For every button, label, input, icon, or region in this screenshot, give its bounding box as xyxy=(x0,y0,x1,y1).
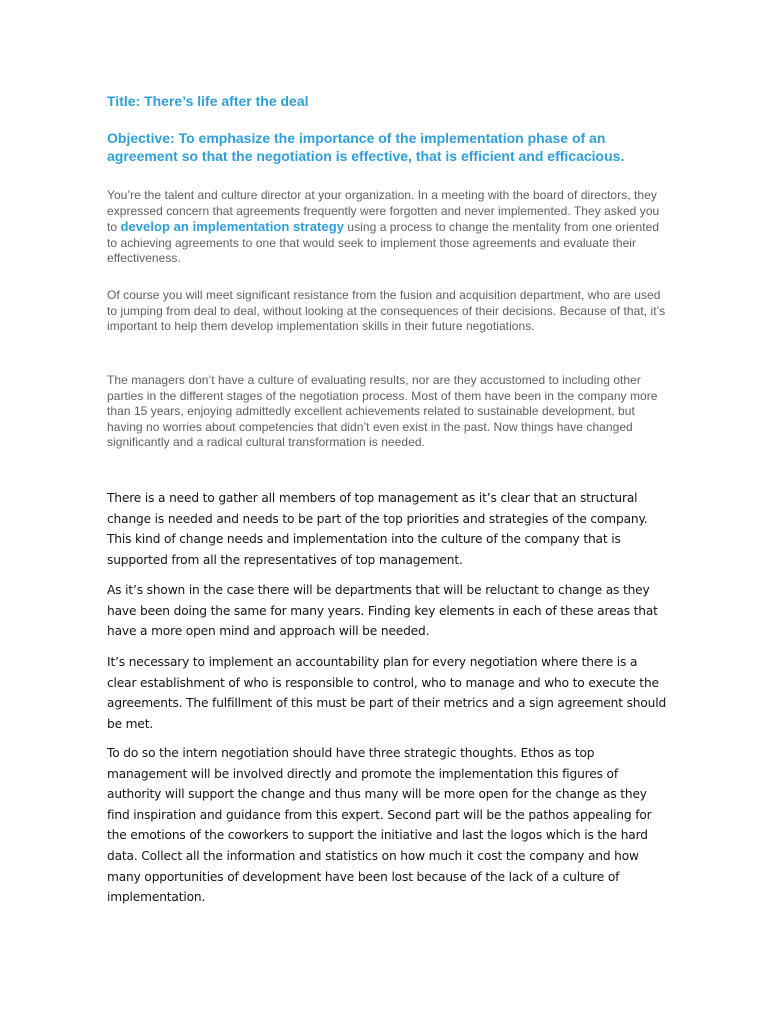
document-title: Title: There’s life after the deal xyxy=(107,93,309,109)
answer-paragraph: It’s necessary to implement an accountability plan for every negotiation where there is a clear establishment of who is responsible to control, who to manage and who to execute the agreements. The fulfillment of this must be part of their metrics and a sign agreement should be met. xyxy=(107,655,667,731)
case-text: You’re the talent and culture director at your organization. In a meeting with the board of directors, they expressed concern that agreements frequently were forgotten and never implemented. They asked you to xyxy=(107,188,660,234)
answer-paragraph: To do so the intern negotiation should have three strategic thoughts. Ethos as top management will be involved directly and promote the implementation this figures of authority will support the change and thus many will be more open for the change as they find inspiration and guidance from this expert. Second part will be the pathos appealing for the emotions of the coworkers to support the initiative and last the logos which is the hard data. Collect all the information and statistics on how much it cost the company and how many opportunities of development have been lost because of the lack of a culture of implementation. xyxy=(107,746,652,905)
case-text: using a process to change the mentality from one oriented to achieving agreements to one that would seek to implement those agreements and evaluate their effectiveness. xyxy=(107,220,660,265)
answer-paragraph: There is a need to gather all members of top management as it’s clear that an structural change is needed and needs to be part of the top priorities and strategies of the company. This kind of change needs and implementation into the culture of the company that is supported from all the representatives of top management. xyxy=(107,491,648,567)
highlighted-phrase: develop an implementation strategy xyxy=(120,219,344,234)
document-objective: Objective: To emphasize the importance of the implementation phase of an agreement so that the negotiation is effective, that is efficient and efficacious. xyxy=(107,130,625,164)
case-paragraph: Of course you will meet significant resistance from the fusion and acquisition department, who are used to jumping from deal to deal, without looking at the consequences of their decisions. Because of that, it’s important to help them develop implementation skills in their future negotiations. xyxy=(107,288,666,333)
case-paragraph: The managers don’t have a culture of evaluating results, nor are they accustomed to including other parties in the different stages of the negotiation process. Most of them have been in the company more than 15 years, enjoying admittedly excellent achievements related to sustainable development, but having no worries about competencies that didn’t even exist in the past. Now things have changed significantly and a radical cultural transformation is needed. xyxy=(107,373,658,449)
answer-paragraph: As it’s shown in the case there will be departments that will be reluctant to change as they have been doing the same for many years. Finding key elements in each of these areas that have a more open mind and approach will be needed. xyxy=(107,583,658,639)
case-paragraph xyxy=(107,188,667,267)
